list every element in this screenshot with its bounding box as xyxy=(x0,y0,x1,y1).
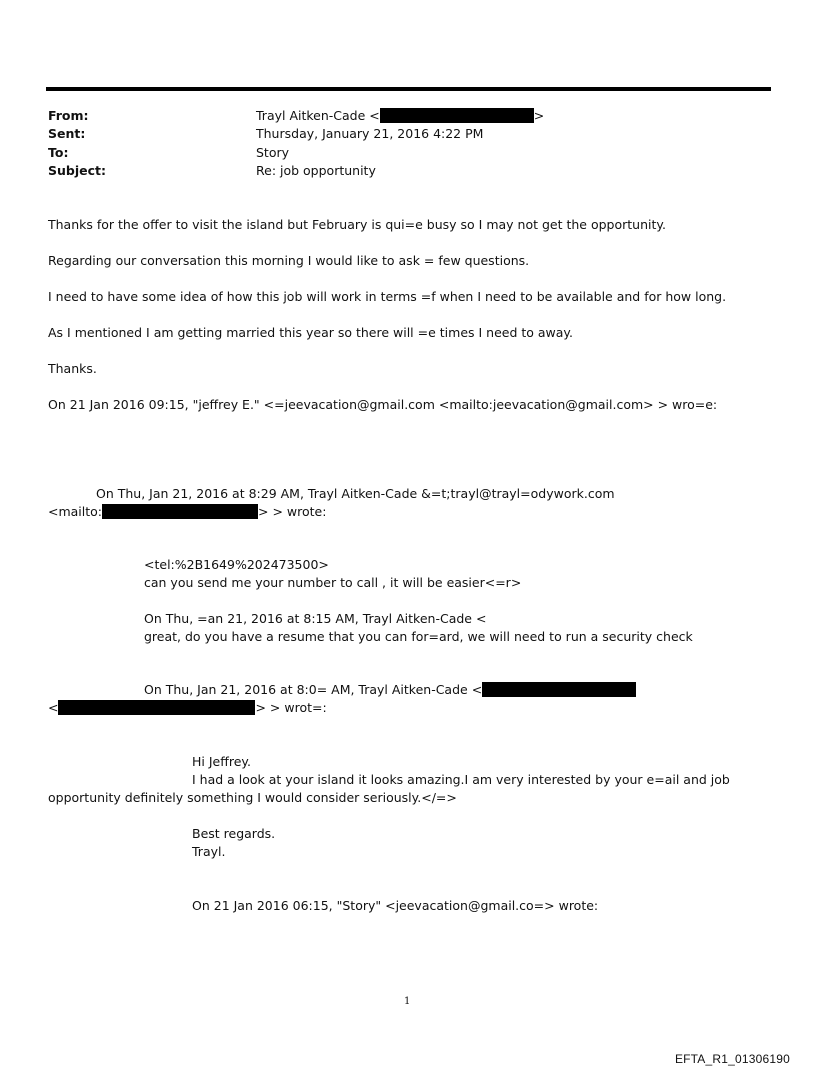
body-paragraph-3: I need to have some idea of how this job will work in terms =f when I need to be available and for how long. xyxy=(48,289,727,304)
quote2-line4: great, do you have a resume that you can for=ard, we will need to run a security check xyxy=(144,629,693,644)
redaction-box xyxy=(58,700,255,715)
body-paragraph-5: Thanks. xyxy=(48,361,97,376)
body-paragraph-4: As I mentioned I am getting married this year so there will =e times I need to away. xyxy=(48,325,574,340)
from-close: > xyxy=(533,108,545,123)
bates-number: EFTA_R1_01306190 xyxy=(674,1052,790,1066)
body-paragraph-2: Regarding our conversation this morning I would like to ask = few questions. xyxy=(48,253,530,268)
quote4-line4: Best regards. xyxy=(192,826,276,841)
to-label: To: xyxy=(48,145,69,160)
redaction-box xyxy=(380,108,534,123)
sent-label: Sent: xyxy=(48,126,86,141)
quote2-line2: can you send me your number to call , it will be easier<=r> xyxy=(144,575,522,590)
angle-open: < xyxy=(48,700,59,715)
quote4-line3: opportunity definitely something I would consider seriously.</=> xyxy=(48,790,457,805)
to-value: Story xyxy=(256,145,290,160)
quote4-line1: Hi Jeffrey. xyxy=(192,754,251,769)
redaction-box xyxy=(102,504,258,519)
wrote-suffix: > > wrote: xyxy=(258,504,327,519)
quote3-text: On Thu, Jan 21, 2016 at 8:0= AM, Trayl Aitken-Cade < xyxy=(144,682,483,697)
quote2-line1: <tel:%2B1649%202473500> xyxy=(144,557,329,572)
subject-label: Subject: xyxy=(48,163,106,178)
mailto-prefix: <mailto: xyxy=(48,504,103,519)
body-paragraph-1: Thanks for the offer to visit the island but February is qui=e busy so I may not get the opportunity. xyxy=(48,217,666,232)
from-label: From: xyxy=(48,108,89,123)
quote4-line5: Trayl. xyxy=(192,844,226,859)
quote4-line6: On 21 Jan 2016 06:15, "Story" <jeevacation@gmail.co=> wrote: xyxy=(192,898,599,913)
quote3-line1 xyxy=(144,682,636,698)
subject-value: Re: job opportunity xyxy=(256,163,376,178)
wrote-suffix: > > wrot=: xyxy=(255,700,327,715)
quote3-line2 xyxy=(48,700,327,716)
from-value xyxy=(256,108,544,124)
sent-value: Thursday, January 21, 2016 4:22 PM xyxy=(256,126,484,141)
quote4-line2: I had a look at your island it looks amazing.I am very interested by your e=ail and job xyxy=(192,772,730,787)
redaction-box xyxy=(482,682,636,697)
quote1-line2 xyxy=(48,504,326,520)
header-rule xyxy=(46,87,771,91)
body-paragraph-6: On 21 Jan 2016 09:15, "jeffrey E." <=jeevacation@gmail.com <mailto:jeevacation@gmail.com> > wro=e: xyxy=(48,397,718,412)
page-number: 1 xyxy=(404,996,411,1007)
quote1-line1: On Thu, Jan 21, 2016 at 8:29 AM, Trayl Aitken-Cade &=t;trayl@trayl=odywork.com xyxy=(96,486,615,501)
from-name: Trayl Aitken-Cade < xyxy=(256,108,380,123)
quote2-line3: On Thu, =an 21, 2016 at 8:15 AM, Trayl Aitken-Cade < xyxy=(144,611,487,626)
